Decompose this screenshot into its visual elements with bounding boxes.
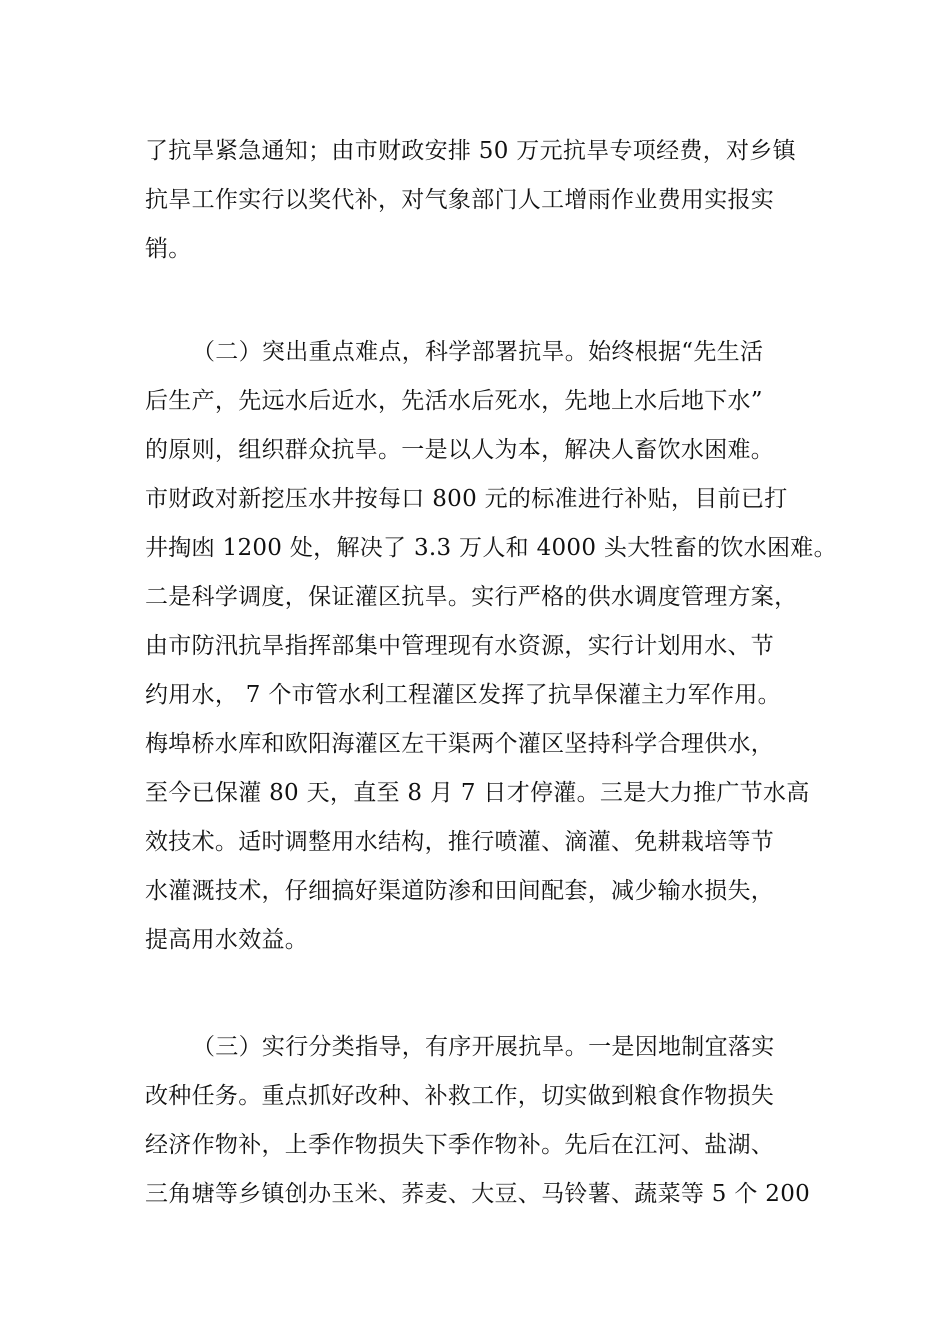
- text-line: 水灌溉技术，仔细搞好渠道防渗和田间配套，减少输水损失，: [145, 878, 775, 904]
- text-line: 约用水， 7 个市管水利工程灌区发挥了抗旱保灌主力军作用。: [145, 682, 781, 708]
- text-line: （三）实行分类指导，有序开展抗旱。一是因地制宜落实: [192, 1034, 775, 1060]
- text-line: 的原则，组织群众抗旱。一是以人为本，解决人畜饮水困难。: [145, 437, 775, 463]
- text-line: 至今已保灌 80 天，直至 8 月 7 日才停灌。三是大力推广节水高: [145, 780, 810, 806]
- text-line: （二）突出重点难点，科学部署抗旱。始终根据“先生活: [192, 339, 764, 365]
- text-line: 三角塘等乡镇创办玉米、荞麦、大豆、马铃薯、蔬菜等 5 个 200: [145, 1181, 811, 1207]
- text-line: 抗旱工作实行以奖代补，对气象部门人工增雨作业费用实报实: [145, 187, 775, 213]
- paragraph-2: [145, 328, 837, 965]
- text-line: 二是科学调度，保证灌区抗旱。实行严格的供水调度管理方案，: [145, 584, 798, 610]
- paragraph-3: [145, 1023, 825, 1219]
- text-line: 由市防汛抗旱指挥部集中管理现有水资源，实行计划用水、节: [145, 633, 775, 659]
- text-line: 了抗旱紧急通知；由市财政安排 50 万元抗旱专项经费，对乡镇: [145, 138, 796, 164]
- paragraph-1: [145, 127, 825, 274]
- text-line: 井掏凼 1200 处，解决了 3.3 万人和 4000 头大牲畜的饮水困难。: [145, 535, 837, 561]
- text-line: 梅埠桥水库和欧阳海灌区左干渠两个灌区坚持科学合理供水，: [145, 731, 775, 757]
- text-line: 改种任务。重点抓好改种、补救工作，切实做到粮食作物损失: [145, 1083, 775, 1109]
- text-line: 效技术。适时调整用水结构，推行喷灌、滴灌、免耕栽培等节: [145, 829, 775, 855]
- text-line: 提高用水效益。: [145, 927, 309, 953]
- text-line: 后生产，先远水后近水，先活水后死水，先地上水后地下水”: [145, 388, 763, 414]
- text-line: 销。: [145, 236, 192, 262]
- text-line: 市财政对新挖压水井按每口 800 元的标准进行补贴，目前已打: [145, 486, 788, 512]
- text-line: 经济作物补，上季作物损失下季作物补。先后在江河、盐湖、: [145, 1132, 775, 1158]
